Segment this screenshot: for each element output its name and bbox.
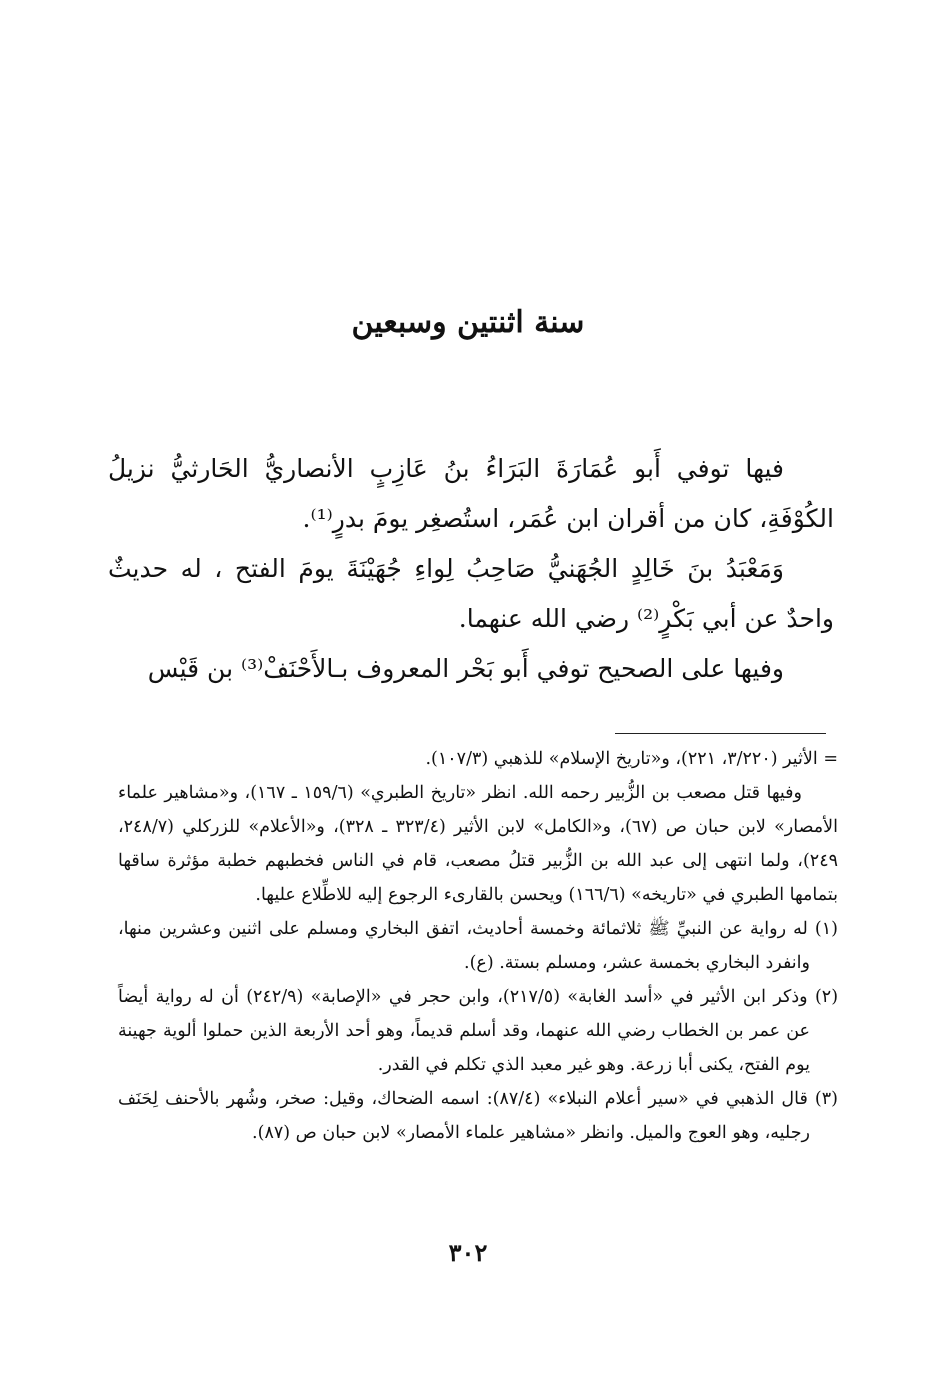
footnote-2: (٢) وذكر ابن الأثير في «أسد الغابة» (٢١٧/٥)، وابن حجر في «الإصابة» (٢٤٢/٩) أن له رواية أيضاً عن عمر بن الخطاب رضي الله عنهما، وقد أسلم قديماً، وهو أحد الأربعة الذين حملوا ألوية جهينة يوم الفتح، يكنى أبا زرعة. وهو غير معبد الذي تكلم في القدر. xyxy=(118,987,839,1075)
footnote-3: (٣) قال الذهبي في «سير أعلام النبلاء» (٨٧/٤): اسمه الضحاك، وقيل: صخر، وشُهر بالأحنف لِحَنَف رجليه، وهو العوج والميل. وانظر «مشاهير علماء الأمصار» لابن حبان ص (٨٧). xyxy=(118,1089,838,1143)
footnote-continuation-line: = الأثير (٣/٢٢٠، ٢٢١)، و«تاريخ الإسلام» للذهبي (١٠٧/٣). xyxy=(425,749,838,769)
main-paragraph-1: فيها توفي أَبو عُمَارَةَ البَرَاءُ بنُ عَازِبٍ الأنصاريُّ الحَارثيُّ نزيلُ الكُوْفَةِ، كان من أقران ابن عُمَر، استُصغِر يومَ بدرٍ⁽¹⁾. xyxy=(108,454,834,533)
main-paragraph-2: وَمَعْبَدُ بنَ خَالِدٍ الجُهَنيُّ صَاحِبُ لِواءِ جُهَيْنَةَ يومَ الفتح ، له حديثٌ واحدٌ عن أبي بَكْرٍ⁽²⁾ رضي الله عنهما. xyxy=(108,554,834,633)
main-paragraph-3: وفيها على الصحيح توفي أَبو بَحْر المعروف بـالأَحْنَفْ⁽³⁾ بن قَيْس xyxy=(147,654,784,683)
footnote-continuation-paragraph: وفيها قتل مصعب بن الزُّبير رحمه الله. انظر «تاريخ الطبري» (١٥٩/٦ ـ ١٦٧)، و«مشاهير علماء الأمصار» لابن حبان ص (٦٧)، و«الكامل» لابن الأثير (٣٢٣/٤ ـ ٣٢٨)، و«الأعلام» للزركلي (٢٤٨/٧، ٢٤٩)، ولما انتهى إلى عبد الله بن الزُّبير قتلُ مصعب، قام في الناس فخطبهم خطبة مؤثرة ساقها بتمامها الطبري في «تاريخه» (١٦٦/٦) ويحسن بالقارىء الرجوع إليه للاطِّلاع عليها. xyxy=(118,783,838,905)
footnote-separator xyxy=(615,733,826,734)
footnotes xyxy=(118,742,838,1150)
footnote-1: (١) له رواية عن النبيِّ ﷺ ثلاثمائة وخمسة أحاديث، اتفق البخاري ومسلم على اثنين وعشرين منها، وانفرد البخاري بخمسة عشر، ومسلم بستة. (ع). xyxy=(118,919,838,973)
page-number: ٣٠٢ xyxy=(448,1238,488,1267)
main-text xyxy=(108,444,834,694)
chapter-heading: سنة اثنتين وسبعين xyxy=(351,305,585,340)
